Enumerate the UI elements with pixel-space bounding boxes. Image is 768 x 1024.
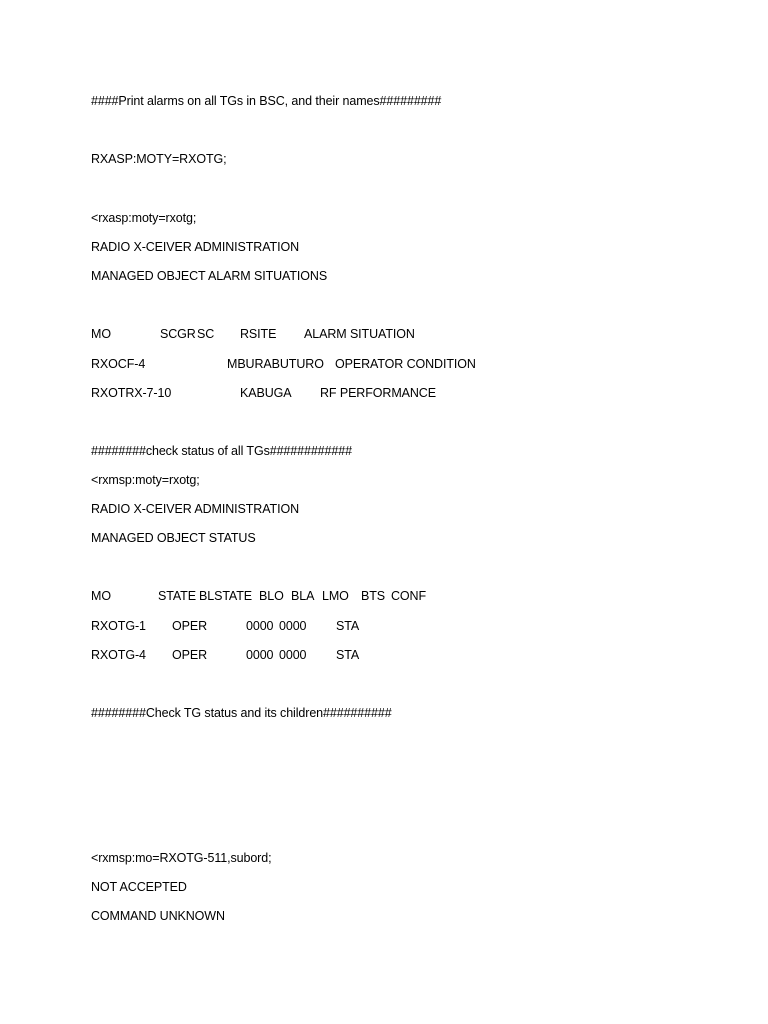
alarm-header-alarm-situation: ALARM SITUATION bbox=[304, 327, 415, 341]
status-row-blo: 0000 bbox=[246, 619, 274, 633]
alarm-header-rsite: RSITE bbox=[240, 327, 277, 341]
alarm-row-mo: RXOTRX-7-10 bbox=[91, 386, 172, 400]
alarm-header-scgr: SCGR bbox=[160, 327, 196, 341]
status-header-state: STATE bbox=[158, 589, 196, 603]
section1-heading: ####Print alarms on all TGs in BSC, and their names######### bbox=[91, 94, 442, 108]
status-row-bts: STA bbox=[336, 648, 360, 662]
status-header-lmo: LMO bbox=[322, 589, 349, 603]
status-header-bla: BLA bbox=[291, 589, 315, 603]
section3-heading: ########Check TG status and its children########## bbox=[91, 706, 392, 720]
section2-title2: MANAGED OBJECT STATUS bbox=[91, 531, 256, 545]
section1-command: RXASP:MOTY=RXOTG; bbox=[91, 152, 227, 166]
section3-echo: <rxmsp:mo=RXOTG-511,subord; bbox=[91, 851, 272, 865]
status-row-mo: RXOTG-4 bbox=[91, 648, 146, 662]
alarm-row-rsite: KABUGA bbox=[240, 386, 292, 400]
status-header-blo: BLO bbox=[259, 589, 284, 603]
status-header-conf: CONF bbox=[391, 589, 427, 603]
section3-result2: COMMAND UNKNOWN bbox=[91, 909, 225, 923]
alarm-header-sc: SC bbox=[197, 327, 215, 341]
status-row-bla: 0000 bbox=[279, 619, 307, 633]
alarm-row-alarm: RF PERFORMANCE bbox=[320, 386, 436, 400]
alarm-header-mo: MO bbox=[91, 327, 111, 341]
status-header-mo: MO bbox=[91, 589, 111, 603]
section2-echo: <rxmsp:moty=rxotg; bbox=[91, 473, 200, 487]
status-row-bts: STA bbox=[336, 619, 360, 633]
status-row-mo: RXOTG-1 bbox=[91, 619, 146, 633]
status-row-state: OPER bbox=[172, 648, 208, 662]
alarm-row-mo: RXOCF-4 bbox=[91, 357, 146, 371]
section2-title1: RADIO X-CEIVER ADMINISTRATION bbox=[91, 502, 300, 516]
status-row-bla: 0000 bbox=[279, 648, 307, 662]
status-row-blo: 0000 bbox=[246, 648, 274, 662]
alarm-row-alarm: OPERATOR CONDITION bbox=[335, 357, 476, 371]
status-header-blstate: BLSTATE bbox=[199, 589, 253, 603]
section1-echo: <rxasp:moty=rxotg; bbox=[91, 211, 197, 225]
section1-title1: RADIO X-CEIVER ADMINISTRATION bbox=[91, 240, 300, 254]
alarm-row-rsite: MBURABUTURO bbox=[227, 357, 324, 371]
section2-heading: ########check status of all TGs############ bbox=[91, 444, 352, 458]
status-header-bts: BTS bbox=[361, 589, 386, 603]
section1-title2: MANAGED OBJECT ALARM SITUATIONS bbox=[91, 269, 328, 283]
section3-result1: NOT ACCEPTED bbox=[91, 880, 187, 894]
status-row-state: OPER bbox=[172, 619, 208, 633]
